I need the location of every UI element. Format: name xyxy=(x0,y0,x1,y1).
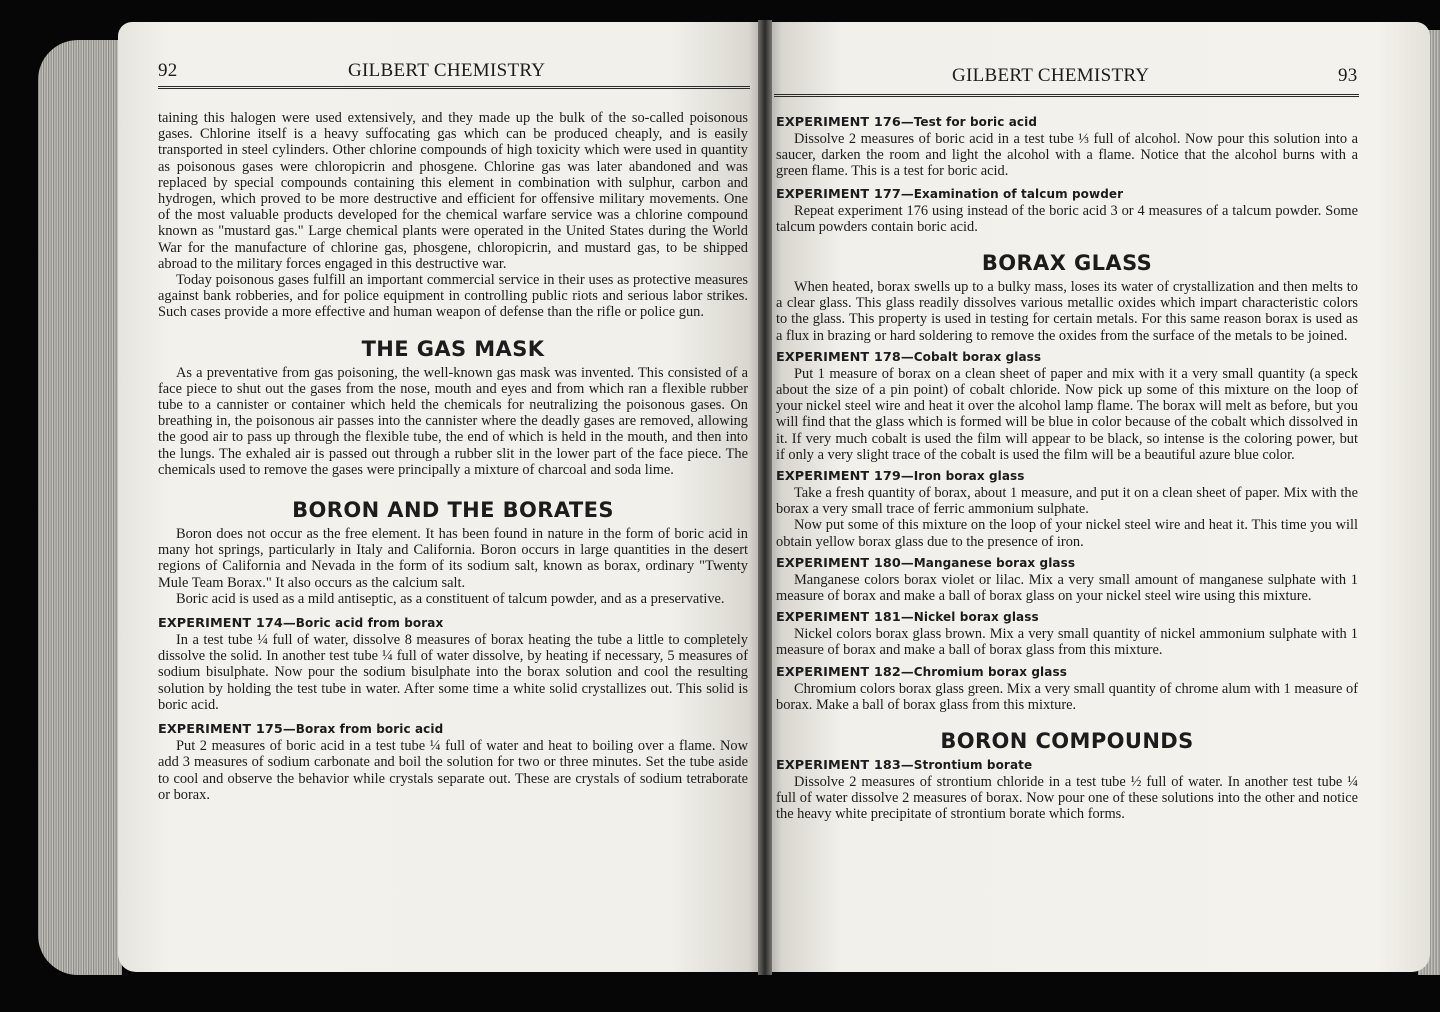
experiment-title: Test for boric acid xyxy=(913,115,1038,129)
paragraph: When heated, borax swells up to a bulky mass, loses its water of crystallization and then melts to a clear glass. This glass readily dissolves various metallic oxides which impart characteristic colors to the glass. This property is used in testing for certain metals. For this same reason borax is used as a flux in brazing or hard soldering to remove the oxides from the surface of the metals to be joined. xyxy=(776,279,1358,344)
paragraph: Dissolve 2 measures of strontium chloride in a test tube ½ full of water. In another test tube ¼ full of water dissolve 2 measures of borax. Now pour one of these solutions into the other and notice the heavy white precipitate of strontium borate which forms. xyxy=(776,774,1358,823)
experiment-177-heading xyxy=(776,186,1358,203)
paragraph: Put 1 measure of borax on a clean sheet of paper and mix with it a very small quantity (a speck about the size of a pin point) of cobalt chloride. Now pick up some of this mixture on the loop of your nickel steel wire and heat it over the alcohol lamp flame. The borax will melt as before, but you will find that the glass which is formed will be blue in color because of the cobalt which dissolved in it. If very much cobalt is used the film will appear to be black, so intense is the coloring power, but if only a very slight trace of the cobalt is used the film will be a beautiful azure blue color. xyxy=(776,365,1358,463)
experiment-title: Boric acid from borax xyxy=(295,616,444,631)
header-rule-left xyxy=(158,86,750,91)
experiment-title: Cobalt borax glass xyxy=(913,349,1042,364)
experiment-label: EXPERIMENT 178— xyxy=(776,349,914,365)
experiment-179-heading xyxy=(776,468,1358,485)
header-rule-right xyxy=(774,94,1359,99)
experiment-label: EXPERIMENT 174— xyxy=(158,616,296,632)
experiment-label: EXPERIMENT 176— xyxy=(776,115,914,130)
paragraph: Manganese colors borax violet or lilac. Mix a very small amount of manganese sulphate with 1 measure of borax and make a ball of borax glass on your nickel steel wire using this mixture. xyxy=(776,571,1358,605)
paragraph: Dissolve 2 measures of boric acid in a test tube ⅓ full of alcohol. Now pour this solution into a saucer, darken the room and light the alcohol with a flame. Notice that the alcohol burns with a green flame. This is a test for boric acid. xyxy=(776,131,1358,180)
running-head-right: GILBERT CHEMISTRY xyxy=(952,65,1150,86)
experiment-title: Manganese borax glass xyxy=(913,555,1076,570)
right-column xyxy=(776,114,1358,823)
paragraph: Take a fresh quantity of borax, about 1 measure, and put it on a clean sheet of paper. Mix with the borax a very small trace of ferric ammonium sulphate. xyxy=(776,485,1358,518)
paragraph: Repeat experiment 176 using instead of the boric acid 3 or 4 measures of a talcum powder. Some talcum powders contain boric acid. xyxy=(776,202,1358,235)
experiment-175-heading xyxy=(158,721,748,738)
experiment-182-heading xyxy=(776,664,1358,681)
experiment-label: EXPERIMENT 175— xyxy=(158,722,296,738)
paragraph: Boric acid is used as a mild antiseptic, as a constituent of talcum powder, and as a preservative. xyxy=(176,590,725,607)
paragraph: As a preventative from gas poisoning, the well-known gas mask was invented. This consisted of a face piece to shut out the gases from the nose, mouth and eyes and from which ran a flexible rubber tube to a cannister or container which held the chemicals for neutralizing the poisonous gases. On breathing in, the poisonous air passes into the cannister where the deadly gases are removed, allowing the good air to pass up through the flexible tube, the end of which is held in the mouth, and then into the lungs. The exhaled air is passed out through a rubber slit in the lower part of the face piece. The chemicals used to remove the gases were principally a mixture of charcoal and soda lime. xyxy=(158,364,748,478)
right-page xyxy=(762,22,1430,972)
section-heading-boron: BORON AND THE BORATES xyxy=(292,498,614,523)
book-edges-left xyxy=(38,40,122,975)
experiment-title: Borax from boric acid xyxy=(295,722,444,737)
paragraph: Nickel colors borax glass brown. Mix a very small quantity of nickel ammonium sulphate with 1 measure of borax and make a ball of borax glass from this mixture. xyxy=(776,626,1358,659)
paragraph: Boron does not occur as the free element. It has been found in nature in the form of boric acid in many hot springs, particularly in Italy and California. Boron occurs in large quantities in the desert regions of California and Nevada in the form of its sodium salt, known as borax, ordinary "Twenty Mule Team Borax." It also occurs as the calcium salt. xyxy=(158,526,748,591)
experiment-title: Iron borax glass xyxy=(913,469,1025,484)
section-heading-boron-compounds: BORON COMPOUNDS xyxy=(940,729,1194,754)
paragraph: Put 2 measures of boric acid in a test tube ¼ full of water and heat to boiling over a flame. Now add 3 measures of sodium carbonate and boil the solution for two or three minutes. Set the tube aside to cool and observe the behavior while crystals separate out. These are crystals of sodium tetraborate or borax. xyxy=(158,738,748,803)
paragraph: Now put some of this mixture on the loop of your nickel steel wire and heat it. This time you will obtain yellow borax glass due to the presence of iron. xyxy=(776,517,1358,550)
left-page xyxy=(118,22,768,972)
section-heading-gas-mask: THE GAS MASK xyxy=(361,336,545,361)
book-gutter xyxy=(758,20,772,975)
experiment-178-heading xyxy=(776,349,1358,366)
experiment-label: EXPERIMENT 180— xyxy=(776,555,914,571)
experiment-title: Nickel borax glass xyxy=(913,610,1039,625)
page-number-left: 92 xyxy=(158,60,178,81)
experiment-label: EXPERIMENT 181— xyxy=(776,610,914,626)
experiment-label: EXPERIMENT 183— xyxy=(776,758,914,774)
experiment-183-heading xyxy=(776,757,1358,774)
section-heading-borax-glass: BORAX GLASS xyxy=(981,251,1153,276)
paragraph: Chromium colors borax glass green. Mix a very small quantity of chrome alum with 1 measure of borax. Make a ball of borax glass from this mixture. xyxy=(776,680,1358,713)
experiment-label: EXPERIMENT 179— xyxy=(776,469,914,485)
experiment-title: Examination of talcum powder xyxy=(913,186,1124,201)
experiment-180-heading xyxy=(776,555,1358,572)
paragraph: In a test tube ¼ full of water, dissolve 8 measures of borax heating the tube a little to completely dissolve the solid. In another test tube ¼ full of water dissolve, by heating if necessary, 5 measures of sodium bisulphate. Now pour the sodium bisulphate into the borax solution and cool the resulting solution by holding the test tube in water. After some time a white solid crystallizes out. This solid is boric acid. xyxy=(158,632,748,713)
experiment-title: Chromium borax glass xyxy=(913,664,1067,679)
paragraph: taining this halogen were used extensively, and they made up the bulk of the so-called poisonous gases. Chlorine itself is a heavy suffocating gas which can be produced cheaply, and is easily transported in steel cylinders. Other chlorine compounds of high toxicity which were used in quantity as poisonous gases were chloropicrin and phosgene. Chlorine gas was later abandoned and was replaced by special compounds containing this element in combination with sulphur, carbon and hydrogen, which proved to be more destructive and efficient for offensive military movements. One of the most valuable products developed for the chemical warfare service was a chlorine compound known as "mustard gas." Large chemical plants were operated in the United States during the World War for the manufacture of chlorine gas, phosgene, chloropicrin, and mustard gas, to be shipped abroad to the military forces engaged in this destructive war. xyxy=(158,110,748,272)
experiment-label: EXPERIMENT 177— xyxy=(776,186,914,202)
running-head-left: GILBERT CHEMISTRY xyxy=(348,60,546,81)
paragraph: Today poisonous gases fulfill an important commercial service in their uses as protective measures against bank robberies, and for police equipment in controlling public riots and serious labor strikes. Such cases provide a more effective and human weapon of defense than the rifle or police gun. xyxy=(158,272,748,321)
experiment-174-heading xyxy=(158,615,748,632)
experiment-181-heading xyxy=(776,609,1358,626)
left-column xyxy=(158,110,748,803)
experiment-title: Strontium borate xyxy=(913,758,1033,773)
experiment-176-heading xyxy=(776,114,1358,131)
experiment-label: EXPERIMENT 182— xyxy=(776,664,914,680)
page-number-right: 93 xyxy=(1338,65,1358,86)
